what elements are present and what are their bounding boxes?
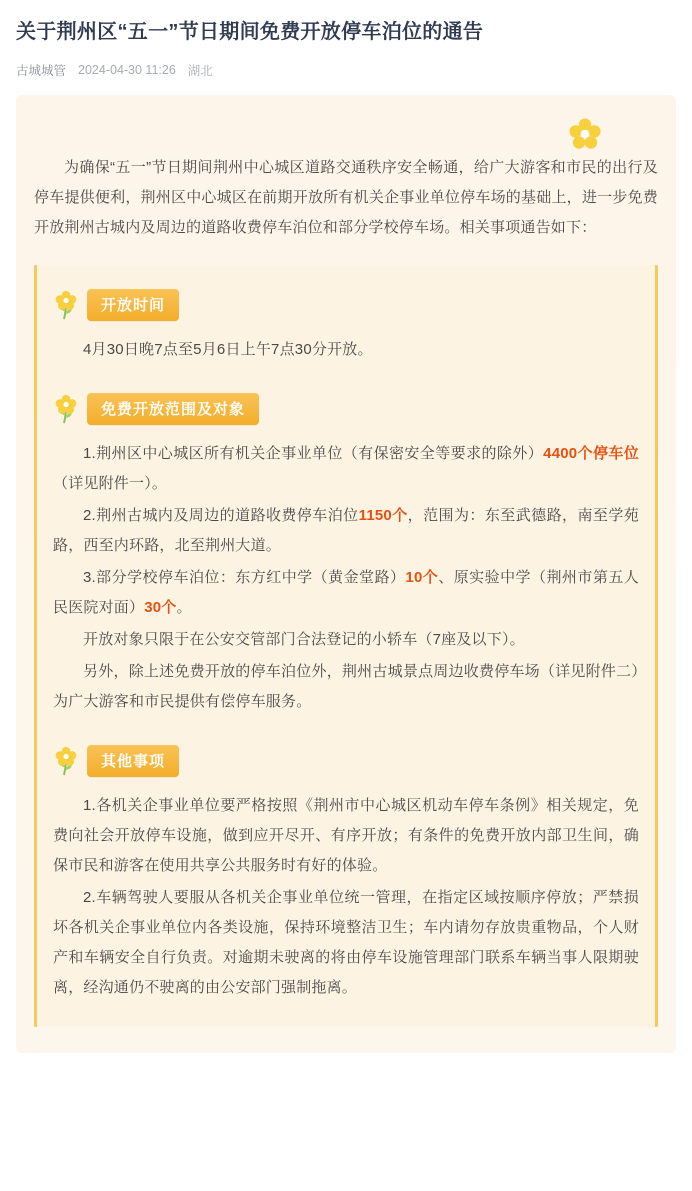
section-scope-and-targets <box>53 393 639 717</box>
flower-icon <box>568 117 602 151</box>
meta-timestamp: 2024-04-30 11:26 <box>78 63 176 77</box>
flower-bud-icon <box>53 394 79 424</box>
page-title: 关于荆州区“五一”节日期间免费开放停车泊位的通告 <box>16 21 484 43</box>
flower-bud-icon <box>53 290 79 320</box>
article-header <box>0 0 692 95</box>
paragraph <box>53 439 639 499</box>
article-meta <box>16 61 676 95</box>
section-header <box>53 393 639 425</box>
notice-panel <box>34 265 658 1027</box>
paragraph: 2.车辆驾驶人要服从各机关企事业单位统一管理，在指定区域按顺序停放；严禁损坏各机关企事业单位内各类设施，保持环境整洁卫生；车内请勿存放贵重物品，个人财产和车辆安全自行负责。对逾期未驶离的将由停车设施管理部门联系车辆当事人限期驶离，经沟通仍不驶离的由公安部门强制拖离。 <box>53 889 639 996</box>
section-label: 其他事项 <box>87 745 179 777</box>
paragraph: 1.各机关企事业单位要严格按照《荆州市中心城区机动车停车条例》相关规定，免费向社会开放停车设施，做到应开尽开、有序开放；有条件的免费开放内部卫生间，确保市民和游客在使用共享公共服务时有好的体验。 <box>53 797 639 874</box>
text-run: 1.荆州区中心城区所有机关企事业单位（有保密安全等要求的除外） <box>83 445 544 462</box>
text-run: 、原实验中学（荆州市第五人民医院对面） <box>53 569 639 616</box>
article-body-card <box>16 95 676 1053</box>
section-header <box>53 289 639 321</box>
intro-paragraph: 为确保“五一”节日期间荆州中心城区道路交通秩序安全畅通，给广大游客和市民的出行及停车提供便利，荆州区中心城区在前期开放所有机关企事业单位停车场的基础上，进一步免费开放荆州古城内及周边的道路收费停车泊位和部分学校停车场。相关事项通告如下： <box>34 159 658 236</box>
paragraph <box>53 501 639 561</box>
meta-source[interactable]: 古城城管 <box>16 64 67 78</box>
paragraph: 开放对象只限于在公安交管部门合法登记的小轿车（7座及以下）。 <box>83 631 525 648</box>
text-run: ，范围为：东至武德路，南至学苑路，西至内环路，北至荆州大道。 <box>53 507 640 554</box>
flower-bud-icon <box>53 746 79 776</box>
text-run: 3.部分学校停车泊位：东方红中学（黄金堂路） <box>83 569 406 586</box>
paragraph <box>53 563 639 623</box>
paragraph: 4月30日晚7点至5月6日上午7点30分开放。 <box>83 341 373 358</box>
text-run: 。 <box>176 599 192 616</box>
section-label: 开放时间 <box>87 289 179 321</box>
section-open-time <box>53 289 639 365</box>
meta-region: 湖北 <box>187 64 213 78</box>
text-run: （详见附件一）。 <box>53 475 168 492</box>
section-label: 免费开放范围及对象 <box>87 393 259 425</box>
highlight-run: 30个 <box>144 599 177 616</box>
highlight-run: 10个 <box>405 569 439 586</box>
section-header <box>53 745 639 777</box>
highlight-run: 4400个停车位 <box>543 445 639 462</box>
section-other-matters <box>53 745 639 1003</box>
text-run: 2.荆州古城内及周边的道路收费停车泊位 <box>83 507 359 524</box>
paragraph: 另外，除上述免费开放的停车泊位外，荆州古城景点周边收费停车场（详见附件二）为广大游客和市民提供有偿停车服务。 <box>53 663 639 710</box>
highlight-run: 1150个 <box>358 507 408 524</box>
